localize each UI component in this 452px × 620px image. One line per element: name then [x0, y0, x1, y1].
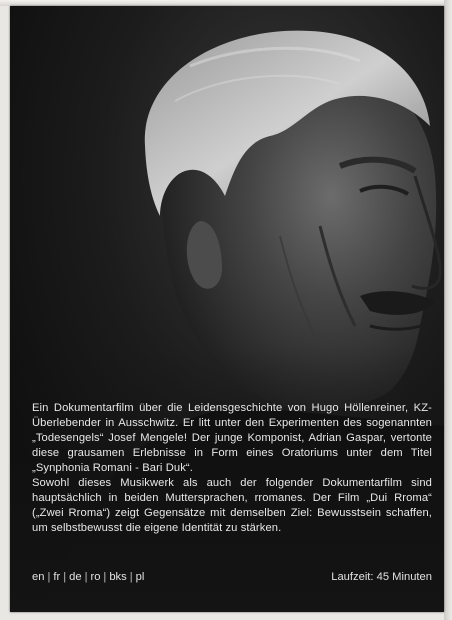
sleeve-right-edge: [444, 0, 452, 620]
language-pl: pl: [135, 571, 145, 583]
language-list: [32, 571, 144, 583]
dvd-back-cover: [10, 6, 444, 612]
synopsis-text: [32, 401, 432, 536]
language-separator: |: [63, 571, 67, 583]
language-de: de: [69, 571, 82, 583]
language-separator: |: [103, 571, 107, 583]
language-separator: |: [129, 571, 133, 583]
cover-footer: [32, 571, 432, 583]
language-ro: ro: [90, 571, 101, 583]
language-separator: |: [47, 571, 51, 583]
synopsis-paragraph-2: Sowohl dieses Musikwerk als auch der folgender Dokumentarfilm sind hauptsächlich in beiden Muttersprachen, rromanes. Der Film „Dui Rroma“ („Zwei Rroma“) zeigt Gegensätze mit demselben Ziel: Bewusstsein schaffen, um selbstbewusst die eigene Identität zu stärken.: [32, 477, 432, 534]
runtime-label: Laufzeit: 45 Minuten: [331, 571, 432, 583]
synopsis-paragraph-1: Ein Dokumentarfilm über die Leidensgeschichte von Hugo Höllenreiner, KZ-Überlebender in Ausschwitz. Er litt unter den Experimenten des sogenannten „Todesengels“ Josef Mengele! Der junge Komponist, Adrian Gaspar, vertonte diese grausamen Erlebnisse in Form eines Oratoriums unter dem Titel „Synphonia Romani - Bari Duk“.: [32, 402, 432, 474]
language-separator: |: [84, 571, 88, 583]
language-fr: fr: [53, 571, 61, 583]
language-en: en: [32, 571, 45, 583]
language-bks: bks: [109, 571, 127, 583]
